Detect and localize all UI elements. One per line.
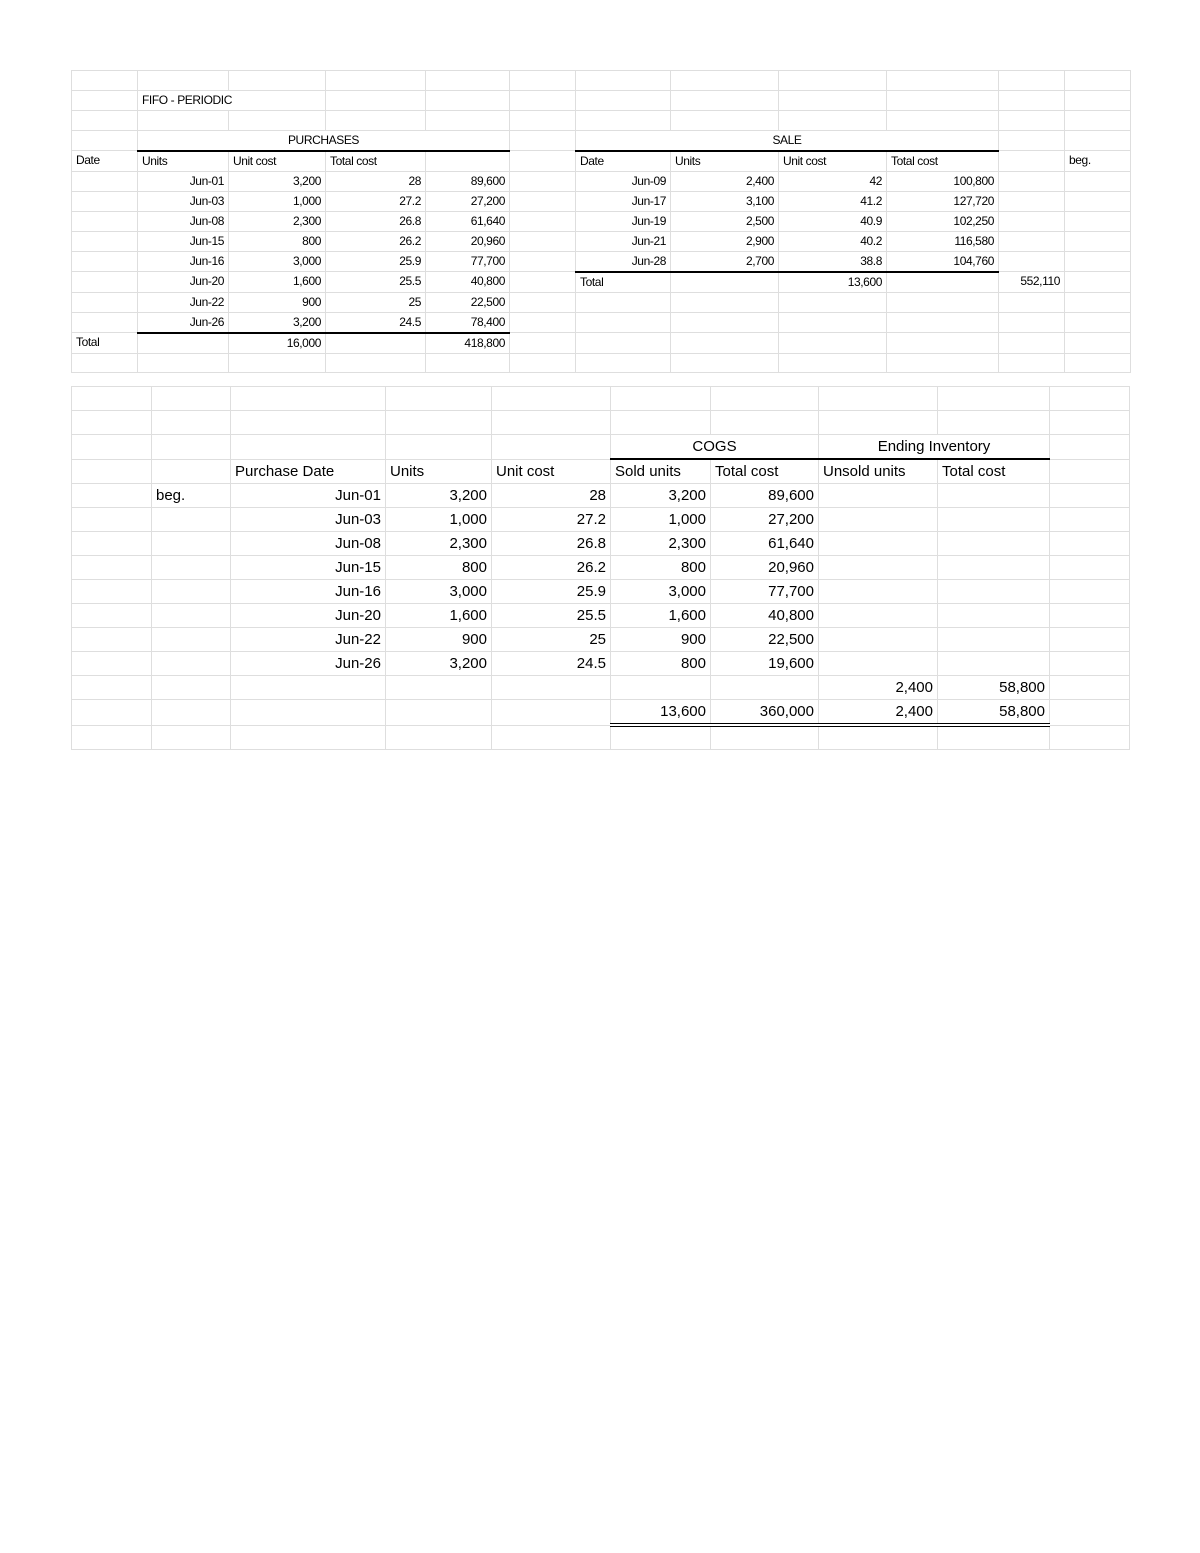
sale-units: 2,400 <box>671 171 779 191</box>
table-row <box>72 484 1130 508</box>
column-header-row <box>72 151 1131 172</box>
sheet-row <box>72 411 1130 435</box>
sale-total-cost: 100,800 <box>887 171 999 191</box>
purchase-total-cost: 20,960 <box>426 231 510 251</box>
section-header-row <box>72 435 1130 460</box>
sale-date: Jun-19 <box>576 211 671 231</box>
sale-date: Jun-21 <box>576 231 671 251</box>
fifo-periodic-sheet <box>71 70 1131 373</box>
unit-cost: 25.5 <box>492 604 611 628</box>
unit-cost: 25 <box>492 628 611 652</box>
purchase-date: Jun-20 <box>138 272 229 293</box>
column-header-row <box>72 459 1130 484</box>
table-row <box>72 628 1130 652</box>
sale-date: Jun-28 <box>576 251 671 272</box>
purchase-date: Jun-01 <box>231 484 386 508</box>
sheet-row <box>72 353 1131 373</box>
units: 3,000 <box>386 580 492 604</box>
sale-total-cost: 116,580 <box>887 231 999 251</box>
purchase-unit-cost: 27.2 <box>326 191 426 211</box>
col-ending-total-cost: Total cost <box>938 459 1050 484</box>
units: 1,600 <box>386 604 492 628</box>
purchase-date: Jun-16 <box>138 251 229 272</box>
cogs-total-cost: 22,500 <box>711 628 819 652</box>
units: 2,300 <box>386 532 492 556</box>
purchase-date: Jun-15 <box>231 556 386 580</box>
ending-inventory-header: Ending Inventory <box>819 435 1050 460</box>
purchase-date: Jun-26 <box>231 652 386 676</box>
purchase-date: Jun-08 <box>138 211 229 231</box>
cogs-total-cost: 77,700 <box>711 580 819 604</box>
purchases-col-unit-cost: Unit cost <box>229 151 326 172</box>
purchase-total-cost: 40,800 <box>426 272 510 293</box>
purchase-total-cost: 22,500 <box>426 292 510 312</box>
sheet-title: FIFO - PERIODIC <box>138 90 326 110</box>
beg-label: beg. <box>152 484 231 508</box>
purchase-units: 3,200 <box>229 312 326 333</box>
table-row <box>72 508 1130 532</box>
purchase-date: Jun-22 <box>231 628 386 652</box>
sale-units: 2,900 <box>671 231 779 251</box>
sheet-row <box>72 110 1131 130</box>
totals-row <box>72 700 1130 726</box>
total-unsold-units: 2,400 <box>819 700 938 726</box>
cogs-total-cost: 40,800 <box>711 604 819 628</box>
purchase-total-cost: 61,640 <box>426 211 510 231</box>
sold-units: 800 <box>611 652 711 676</box>
sale-total-cost: 102,250 <box>887 211 999 231</box>
unit-cost: 28 <box>492 484 611 508</box>
sale-units: 2,500 <box>671 211 779 231</box>
purchase-date: Jun-08 <box>231 532 386 556</box>
cogs-ending-inventory-sheet <box>71 386 1130 750</box>
cogs-total-cost: 89,600 <box>711 484 819 508</box>
sale-header: SALE <box>576 130 999 151</box>
table-row <box>72 191 1131 211</box>
sale-total-cost: 552,110 <box>999 272 1065 293</box>
sheet-row <box>72 725 1130 749</box>
sale-unit-cost: 41.2 <box>779 191 887 211</box>
purchase-units: 800 <box>229 231 326 251</box>
purchase-units: 3,200 <box>229 171 326 191</box>
sale-col-units: Units <box>671 151 779 172</box>
sheet-row <box>72 71 1131 91</box>
purchase-date: Jun-20 <box>231 604 386 628</box>
purchase-units: 1,600 <box>229 272 326 293</box>
purchase-total-cost: 418,800 <box>426 333 510 354</box>
col-cogs-total-cost: Total cost <box>711 459 819 484</box>
purchase-date: Jun-16 <box>231 580 386 604</box>
sale-date: Jun-17 <box>576 191 671 211</box>
purchase-total-cost: 89,600 <box>426 171 510 191</box>
purchase-total-cost: 27,200 <box>426 191 510 211</box>
purchase-units: 900 <box>229 292 326 312</box>
purchase-unit-cost: 26.8 <box>326 211 426 231</box>
purchases-col-date: Date <box>72 151 138 172</box>
sold-units: 800 <box>611 556 711 580</box>
table-row <box>72 251 1131 272</box>
cogs-total-cost: 27,200 <box>711 508 819 532</box>
table-row <box>72 556 1130 580</box>
purchase-date: Jun-22 <box>138 292 229 312</box>
sale-unit-cost: 42 <box>779 171 887 191</box>
sale-date: Jun-09 <box>576 171 671 191</box>
unit-cost: 26.8 <box>492 532 611 556</box>
cogs-total-cost: 61,640 <box>711 532 819 556</box>
table-row <box>72 211 1131 231</box>
sheet-row <box>72 387 1130 411</box>
col-unit-cost: Unit cost <box>492 459 611 484</box>
sold-units: 900 <box>611 628 711 652</box>
total-cogs: 360,000 <box>711 700 819 726</box>
ending-total-cost: 58,800 <box>938 676 1050 700</box>
sale-total-cost: 127,720 <box>887 191 999 211</box>
purchases-header: PURCHASES <box>138 130 510 151</box>
col-units: Units <box>386 459 492 484</box>
units: 1,000 <box>386 508 492 532</box>
side-note: beg. <box>1065 151 1131 172</box>
cogs-total-cost: 20,960 <box>711 556 819 580</box>
col-sold-units: Sold units <box>611 459 711 484</box>
unit-cost: 26.2 <box>492 556 611 580</box>
sale-total-cost: 104,760 <box>887 251 999 272</box>
purchase-units: 2,300 <box>229 211 326 231</box>
units: 3,200 <box>386 484 492 508</box>
sale-unit-cost: 40.9 <box>779 211 887 231</box>
total-sold-units: 13,600 <box>611 700 711 726</box>
purchase-unit-cost: 28 <box>326 171 426 191</box>
purchase-unit-cost: 25.5 <box>326 272 426 293</box>
purchase-units: 1,000 <box>229 191 326 211</box>
purchase-total-cost: 77,700 <box>426 251 510 272</box>
purchase-units: 3,000 <box>229 251 326 272</box>
purchase-total-units: 16,000 <box>229 333 326 354</box>
purchase-date: Jun-03 <box>138 191 229 211</box>
purchase-unit-cost: 25 <box>326 292 426 312</box>
purchase-total-label: Total <box>72 333 138 354</box>
sale-total-label: Total <box>576 272 671 293</box>
purchase-date: Jun-15 <box>138 231 229 251</box>
sold-units: 3,200 <box>611 484 711 508</box>
section-header-row <box>72 130 1131 151</box>
sold-units: 1,000 <box>611 508 711 532</box>
purchase-unit-cost: 26.2 <box>326 231 426 251</box>
sale-unit-cost: 40.2 <box>779 231 887 251</box>
sale-units: 2,700 <box>671 251 779 272</box>
col-unsold-units: Unsold units <box>819 459 938 484</box>
table-row <box>72 676 1130 700</box>
total-ending-inventory: 58,800 <box>938 700 1050 726</box>
sale-unit-cost: 38.8 <box>779 251 887 272</box>
table-row <box>72 604 1130 628</box>
table-row <box>72 652 1130 676</box>
sale-col-unit-cost: Unit cost <box>779 151 887 172</box>
purchase-unit-cost: 25.9 <box>326 251 426 272</box>
units: 800 <box>386 556 492 580</box>
cogs-total-cost: 19,600 <box>711 652 819 676</box>
unit-cost: 27.2 <box>492 508 611 532</box>
table-row <box>72 312 1131 333</box>
purchase-date: Jun-26 <box>138 312 229 333</box>
sale-total-units: 13,600 <box>779 272 887 293</box>
sale-units: 3,100 <box>671 191 779 211</box>
purchases-col-units: Units <box>138 151 229 172</box>
units: 3,200 <box>386 652 492 676</box>
purchases-col-total-cost: Total cost <box>326 151 426 172</box>
sold-units: 3,000 <box>611 580 711 604</box>
table-row <box>72 272 1131 293</box>
units: 900 <box>386 628 492 652</box>
unit-cost: 24.5 <box>492 652 611 676</box>
col-purchase-date: Purchase Date <box>231 459 386 484</box>
unit-cost: 25.9 <box>492 580 611 604</box>
sheet-row <box>72 90 1131 110</box>
table-row <box>72 171 1131 191</box>
cogs-header: COGS <box>611 435 819 460</box>
table-row <box>72 532 1130 556</box>
sold-units: 1,600 <box>611 604 711 628</box>
table-row <box>72 333 1131 354</box>
sale-col-date: Date <box>576 151 671 172</box>
sale-col-total-cost: Total cost <box>887 151 999 172</box>
purchase-unit-cost: 24.5 <box>326 312 426 333</box>
purchase-date: Jun-03 <box>231 508 386 532</box>
sold-units: 2,300 <box>611 532 711 556</box>
ending-unsold-units: 2,400 <box>819 676 938 700</box>
purchase-date: Jun-01 <box>138 171 229 191</box>
table-row <box>72 231 1131 251</box>
table-row <box>72 580 1130 604</box>
purchase-total-cost: 78,400 <box>426 312 510 333</box>
table-row <box>72 292 1131 312</box>
